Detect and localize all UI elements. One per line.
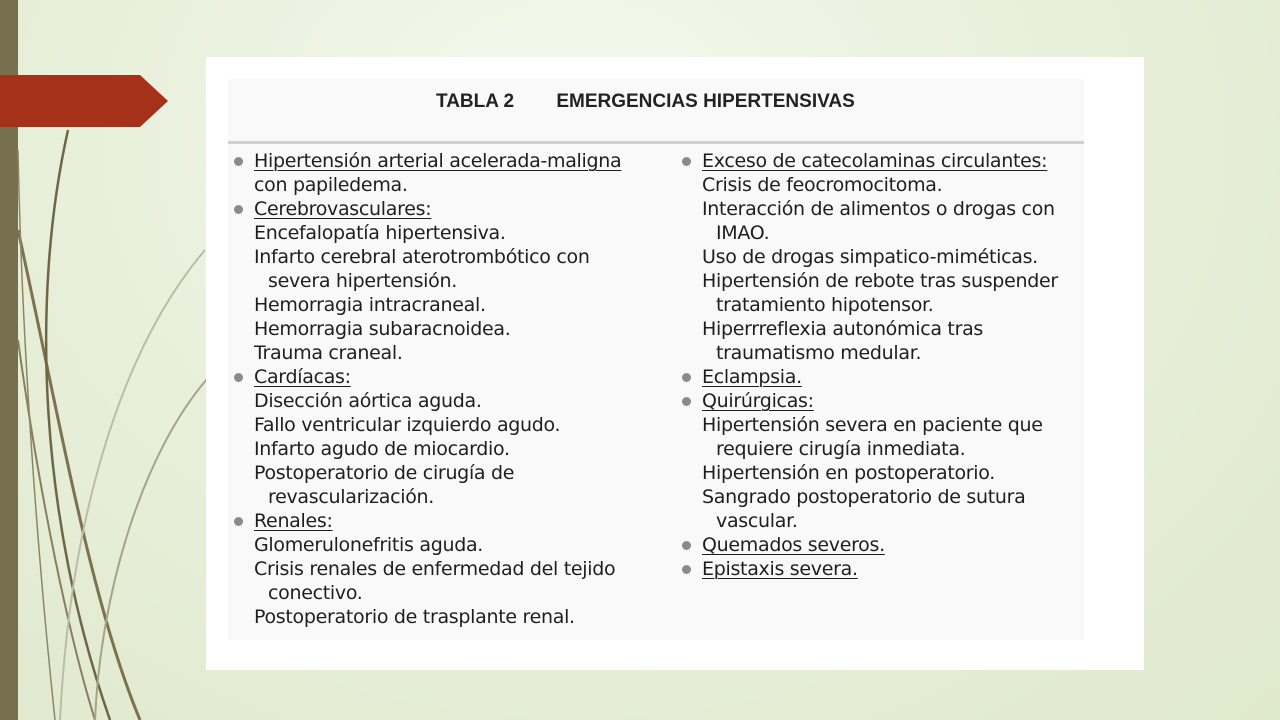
list-item-continuation: vascular.	[716, 510, 798, 532]
bullet-icon	[682, 541, 691, 550]
list-item: Postoperatorio de cirugía de	[254, 462, 515, 484]
list-item: Encefalopatía hipertensiva.	[254, 222, 506, 244]
category-item	[678, 389, 1084, 413]
title-divider	[228, 141, 1084, 144]
category-label: Cerebrovasculares:	[254, 198, 432, 220]
category-label: Renales:	[254, 510, 333, 532]
list-item: Interacción de alimentos o drogas con	[702, 198, 1055, 220]
list-item-continuation: traumatismo medular.	[716, 342, 922, 364]
bullet-icon	[234, 157, 243, 166]
list-item: Glomerulonefritis aguda.	[254, 534, 484, 556]
list-item: Hemorragia subaracnoidea.	[254, 318, 511, 340]
category-label: Quemados severos.	[702, 534, 885, 556]
list-item: Hemorragia intracraneal.	[254, 294, 486, 316]
list-item: Uso de drogas simpatico-miméticas.	[702, 246, 1038, 268]
left-column	[230, 149, 670, 629]
list-item: Sangrado postoperatorio de sutura	[702, 486, 1026, 508]
content-panel	[206, 57, 1144, 670]
category-label: Exceso de catecolaminas circulantes:	[702, 150, 1048, 172]
list-item-continuation: revascularización.	[268, 486, 435, 508]
list-item: Postoperatorio de trasplante renal.	[254, 606, 575, 628]
list-item: Hipertensión en postoperatorio.	[702, 462, 996, 484]
list-item: Fallo ventricular izquierdo agudo.	[254, 414, 561, 436]
emergency-table	[228, 79, 1084, 640]
bullet-icon	[234, 205, 243, 214]
right-column	[678, 149, 1084, 581]
category-item	[230, 149, 670, 173]
list-item-continuation: conectivo.	[268, 582, 363, 604]
bullet-icon	[682, 565, 691, 574]
bullet-icon	[234, 373, 243, 382]
table-title: TABLA 2 EMERGENCIAS HIPERTENSIVAS	[436, 91, 855, 112]
category-label: Eclampsia.	[702, 366, 802, 388]
bullet-icon	[234, 517, 243, 526]
list-item: Hiperrreflexia autonómica tras	[702, 318, 984, 340]
category-item	[678, 149, 1084, 173]
list-item: Hipertensión severa en paciente que	[702, 414, 1043, 436]
category-item	[678, 533, 1084, 557]
list-item-continuation: tratamiento hipotensor.	[716, 294, 934, 316]
list-item: Hipertensión de rebote tras suspender	[702, 270, 1058, 292]
category-item	[230, 509, 670, 533]
category-label: Epistaxis severa.	[702, 558, 858, 580]
list-item: Infarto agudo de miocardio.	[254, 438, 510, 460]
bullet-icon	[682, 157, 691, 166]
list-item-continuation: requiere cirugía inmediata.	[716, 438, 966, 460]
category-label: Hipertensión arterial acelerada-maligna	[254, 150, 622, 172]
category-item	[230, 197, 670, 221]
list-item: Crisis renales de enfermedad del tejido	[254, 558, 616, 580]
list-item-continuation: severa hipertensión.	[268, 270, 457, 292]
list-item: Crisis de feocromocitoma.	[702, 174, 943, 196]
category-item	[230, 365, 670, 389]
title-accent-tab	[0, 75, 168, 127]
category-continuation: con papiledema.	[254, 174, 408, 196]
category-item	[678, 557, 1084, 581]
category-item	[678, 365, 1084, 389]
list-item-continuation: IMAO.	[716, 222, 770, 244]
category-label: Cardíacas:	[254, 366, 351, 388]
bullet-icon	[682, 397, 691, 406]
category-label: Quirúrgicas:	[702, 390, 814, 412]
list-item: Disección aórtica aguda.	[254, 390, 482, 412]
list-item: Infarto cerebral aterotrombótico con	[254, 246, 590, 268]
bullet-icon	[682, 373, 691, 382]
list-item: Trauma craneal.	[254, 342, 403, 364]
